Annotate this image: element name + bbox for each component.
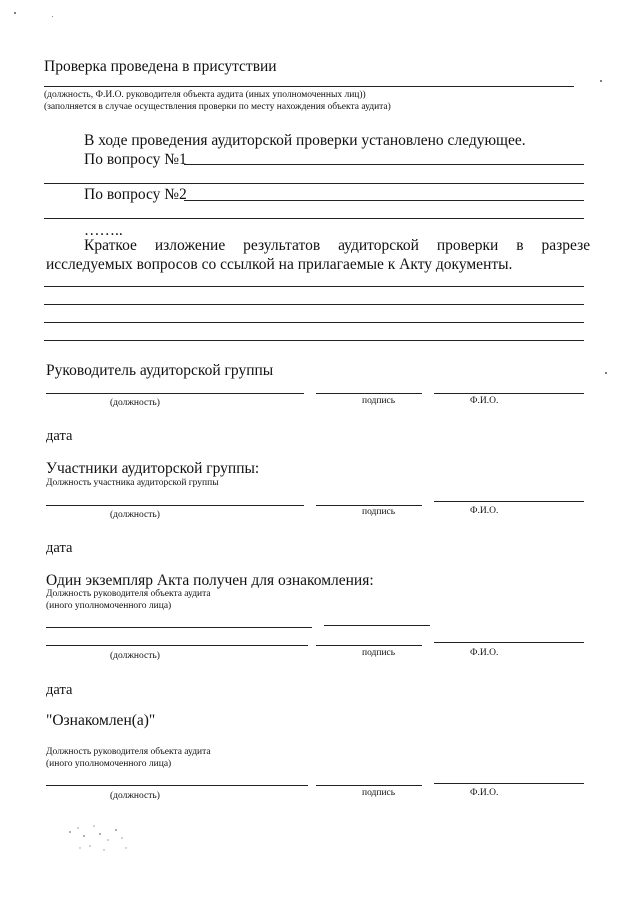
acquainted-label: "Ознакомлен(а)" <box>46 712 156 729</box>
head-position-label-2: (иного уполномоченного лица) <box>46 759 172 769</box>
summary-word: проверки <box>436 237 499 254</box>
position-caption: (должность) <box>110 651 160 661</box>
summary-line <box>44 304 584 305</box>
position-line <box>46 785 308 786</box>
head-position-label: Должность руководителя объекта аудита <box>46 589 211 599</box>
summary-word: в <box>516 237 524 254</box>
date-label: дата <box>46 682 73 698</box>
scan-speck <box>605 372 607 374</box>
signature-line <box>316 785 422 786</box>
fio-caption: Ф.И.О. <box>470 396 499 406</box>
audit-head-label: Руководитель аудиторской группы <box>46 362 274 379</box>
summary-line-2: исследуемых вопросов со ссылкой на прилагаемые к Акту документы. <box>46 256 513 273</box>
presence-line <box>44 86 574 87</box>
scan-speck <box>52 16 53 17</box>
summary-word: разрезе <box>541 237 591 254</box>
position-line <box>46 393 304 394</box>
question-2-label: По вопросу №2 <box>84 186 187 203</box>
presence-hint-1: (должность, Ф.И.О. руководителя объекта аудита (иных уполномоченных лиц)) <box>44 90 366 100</box>
fio-line <box>434 783 584 784</box>
scan-noise <box>60 818 150 868</box>
position-caption: (должность) <box>110 398 160 408</box>
signature-line <box>316 393 422 394</box>
signature-line <box>316 505 422 506</box>
fio-caption: Ф.И.О. <box>470 648 499 658</box>
position-line <box>46 645 308 646</box>
fio-caption: Ф.И.О. <box>470 788 499 798</box>
summary-line-1 <box>46 237 590 255</box>
question-2-line <box>184 200 584 201</box>
signature-line <box>324 625 430 626</box>
findings-intro: В ходе проведения аудиторской проверки установлено следующее. <box>84 132 526 149</box>
signature-line <box>316 645 422 646</box>
question-1-line <box>184 164 584 165</box>
participant-position-label: Должность участника аудиторской группы <box>46 478 219 488</box>
position-caption: (должность) <box>110 510 160 520</box>
signature-caption: подпись <box>362 396 396 406</box>
summary-word: результатов <box>243 237 321 254</box>
fio-caption: Ф.И.О. <box>470 506 499 516</box>
summary-word: Краткое <box>84 237 137 254</box>
date-label: дата <box>46 428 73 444</box>
summary-line <box>44 322 584 323</box>
copy-received-label: Один экземпляр Акта получен для ознакомления: <box>46 572 374 589</box>
position-caption: (должность) <box>110 791 160 801</box>
summary-line <box>44 340 584 341</box>
signature-caption: подпись <box>362 648 396 658</box>
question-1-line-2 <box>44 183 584 184</box>
signature-caption: подпись <box>362 788 396 798</box>
presence-hint-2: (заполняется в случае осуществления проверки по месту нахождения объекта аудита) <box>44 102 391 112</box>
signature-caption: подпись <box>362 507 396 517</box>
ellipsis: …….. <box>84 222 123 239</box>
position-line <box>46 505 304 506</box>
date-label: дата <box>46 540 73 556</box>
scan-speck <box>600 80 602 82</box>
scan-speck <box>14 12 16 14</box>
question-2-line-2 <box>44 218 584 219</box>
summary-word: аудиторской <box>338 237 419 254</box>
summary-word: изложение <box>154 237 226 254</box>
head-position-label: Должность руководителя объекта аудита <box>46 747 211 757</box>
summary-line <box>44 286 584 287</box>
position-line <box>46 627 312 628</box>
head-position-label-2: (иного уполномоченного лица) <box>46 601 172 611</box>
fio-line <box>434 393 584 394</box>
participants-label: Участники аудиторской группы: <box>46 460 260 477</box>
fio-line <box>434 501 584 502</box>
presence-label: Проверка проведена в присутствии <box>44 58 277 75</box>
fio-line <box>434 642 584 643</box>
question-1-label: По вопросу №1 <box>84 151 187 168</box>
